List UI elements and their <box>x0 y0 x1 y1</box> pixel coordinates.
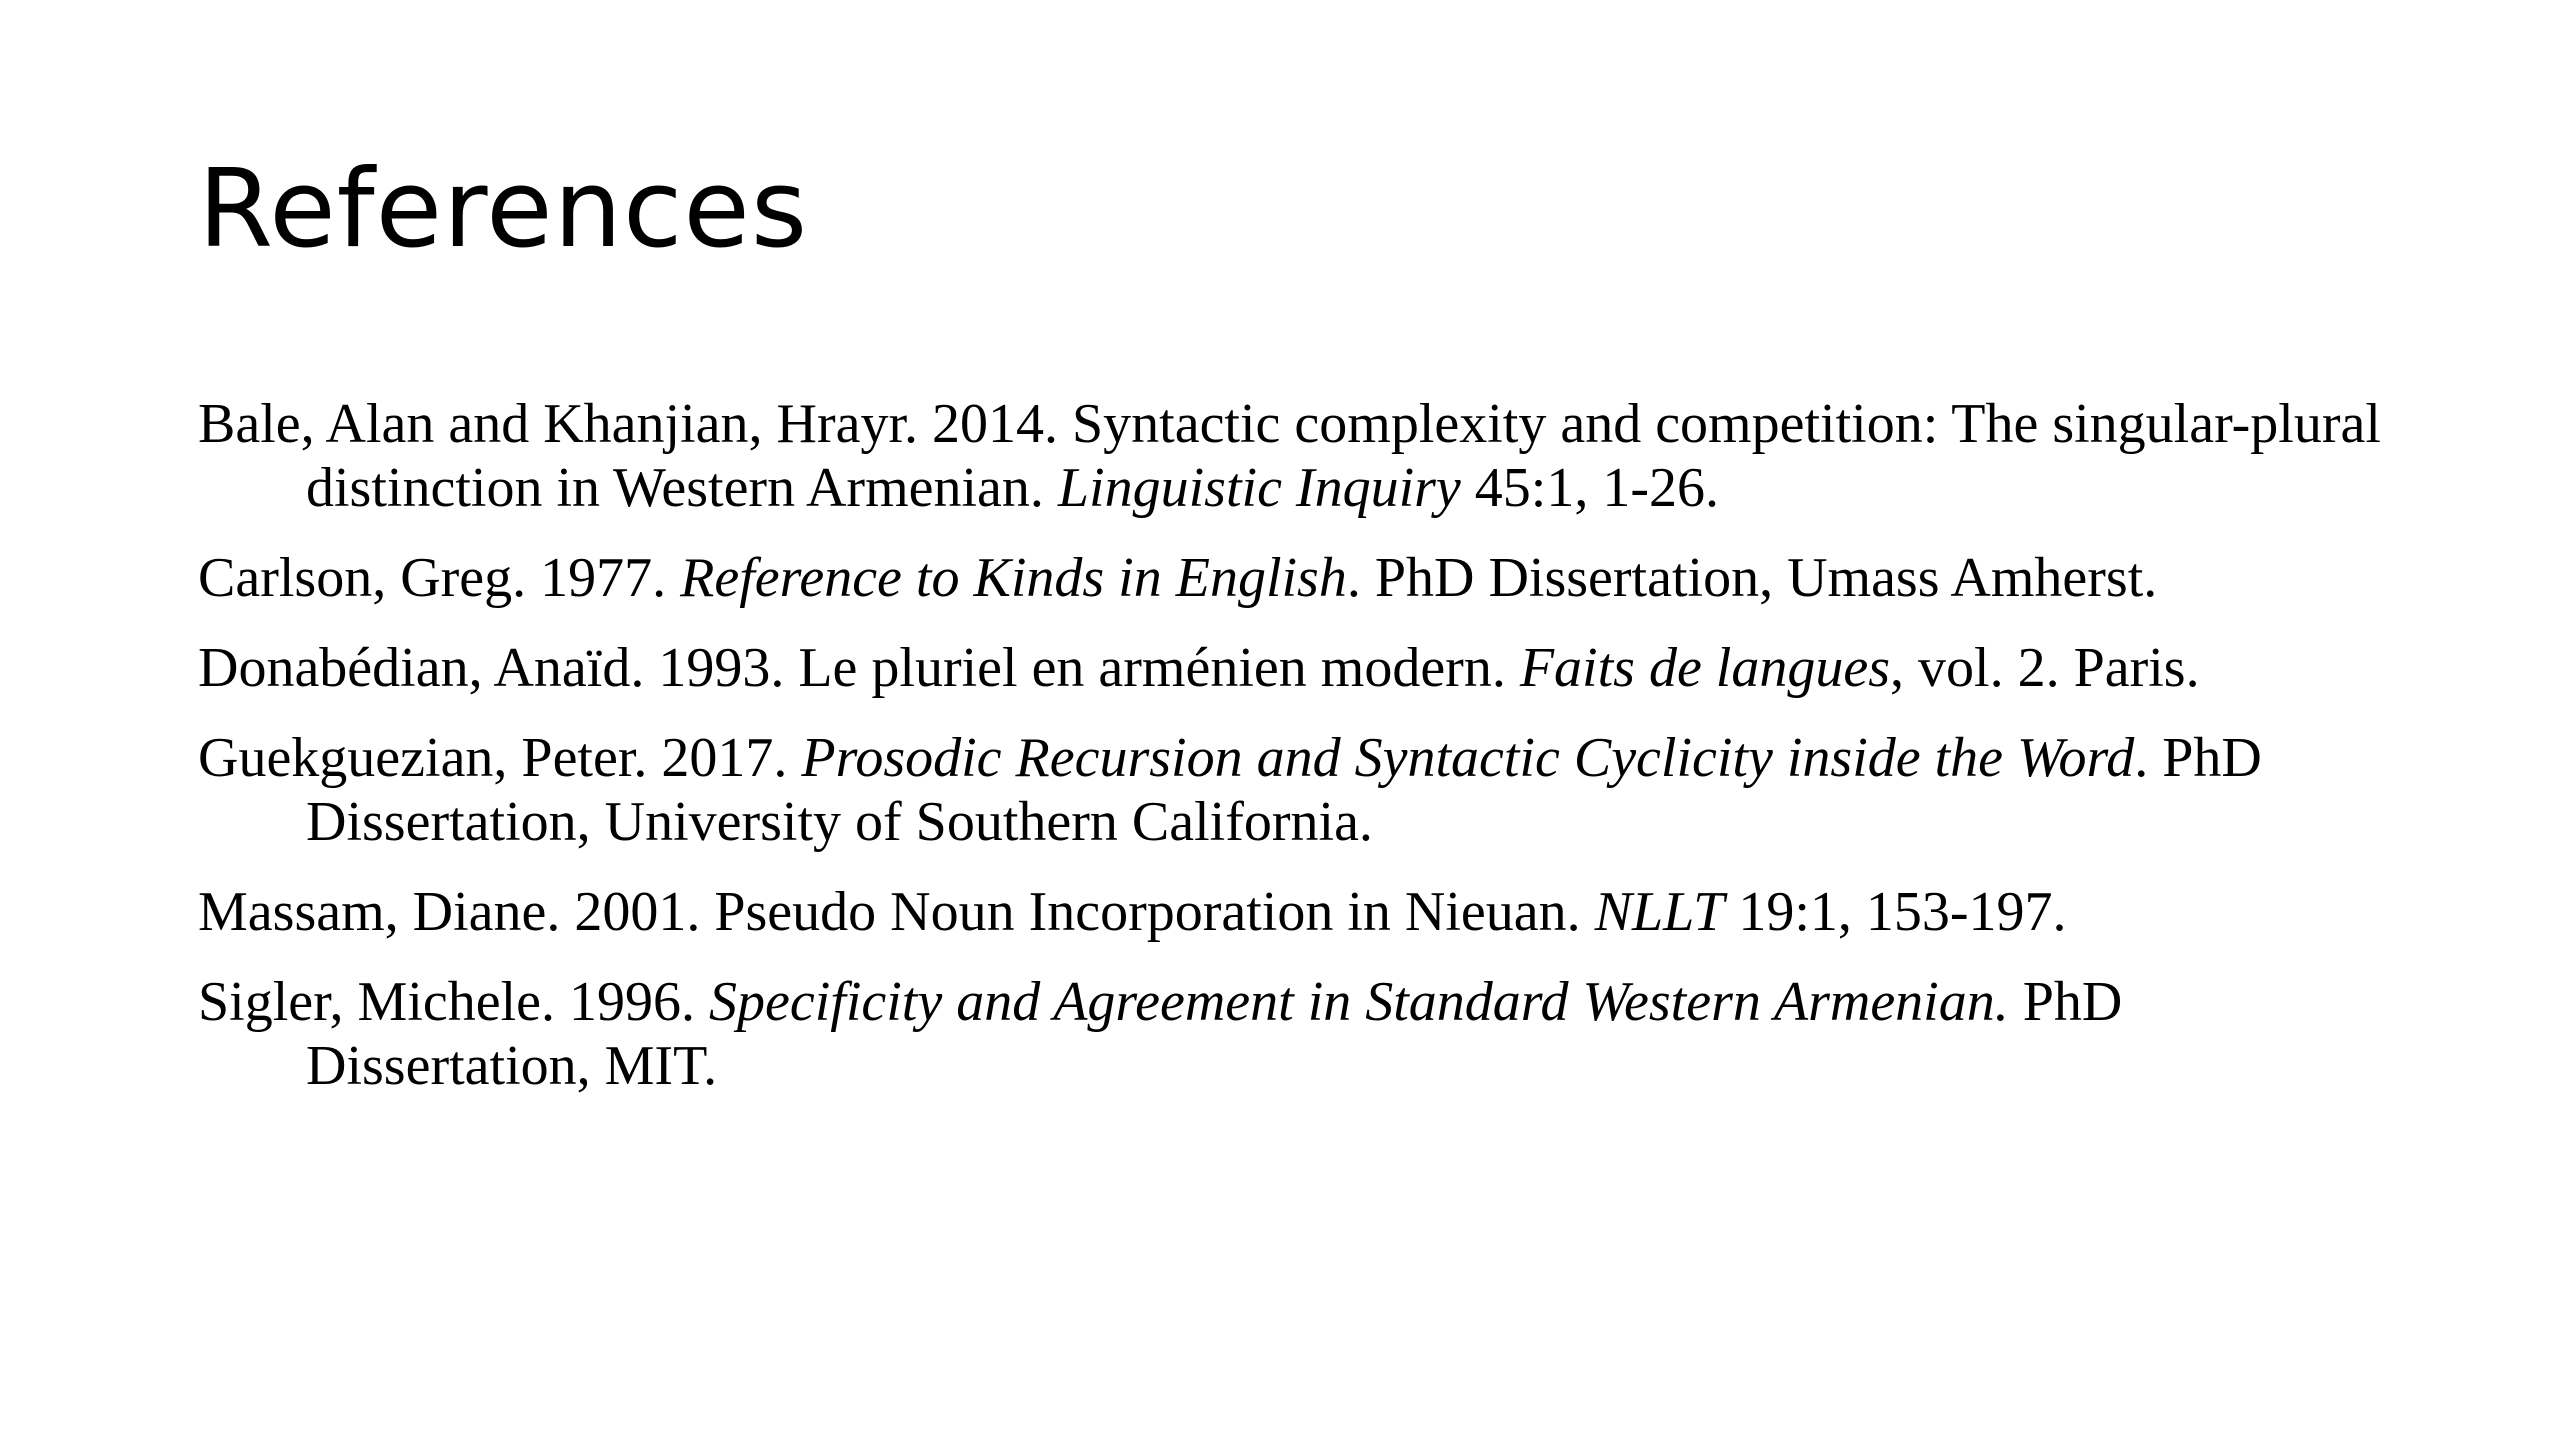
reference-text: 19:1, 153-197. <box>1724 881 2067 943</box>
reference-italic: Reference to Kinds in English <box>680 547 1347 609</box>
reference-item <box>198 546 2398 610</box>
reference-item <box>198 726 2398 854</box>
reference-italic: Specificity and Agreement in Standard Western Armenian. <box>709 971 2009 1033</box>
reference-text: 45:1, 1-26. <box>1460 457 1720 519</box>
reference-item <box>198 970 2398 1098</box>
reference-text: . PhD Dissertation, University of Southern California. <box>306 727 2262 853</box>
reference-text: Donabédian, Anaïd. 1993. Le pluriel en arménien modern. <box>198 637 1520 699</box>
reference-text: , vol. 2. Paris. <box>1890 637 2200 699</box>
reference-item <box>198 880 2398 944</box>
reference-text: Guekguezian, Peter. 2017. <box>198 727 802 789</box>
reference-item <box>198 636 2398 700</box>
slide-title: References <box>198 147 809 272</box>
reference-italic: Prosodic Recursion and Syntactic Cyclicity inside the Word <box>801 727 2135 789</box>
reference-list <box>198 392 2398 1124</box>
reference-text: . PhD Dissertation, Umass Amherst. <box>1346 547 2158 609</box>
reference-text: Sigler, Michele. 1996. <box>198 971 709 1033</box>
reference-text: Carlson, Greg. 1977. <box>198 547 681 609</box>
reference-text: Massam, Diane. 2001. Pseudo Noun Incorporation in Nieuan. <box>198 881 1595 943</box>
reference-italic: NLLT <box>1594 881 1725 943</box>
reference-item <box>198 392 2398 520</box>
reference-italic: Faits de langues <box>1519 637 1891 699</box>
reference-italic: Linguistic Inquiry <box>1057 457 1461 519</box>
reference-text: Bale, Alan and Khanjian, Hrayr. 2014. Syntactic complexity and competition: The singular-plural distinction in Western Armenian. <box>198 393 2381 519</box>
reference-text: PhD Dissertation, MIT. <box>306 971 2123 1097</box>
